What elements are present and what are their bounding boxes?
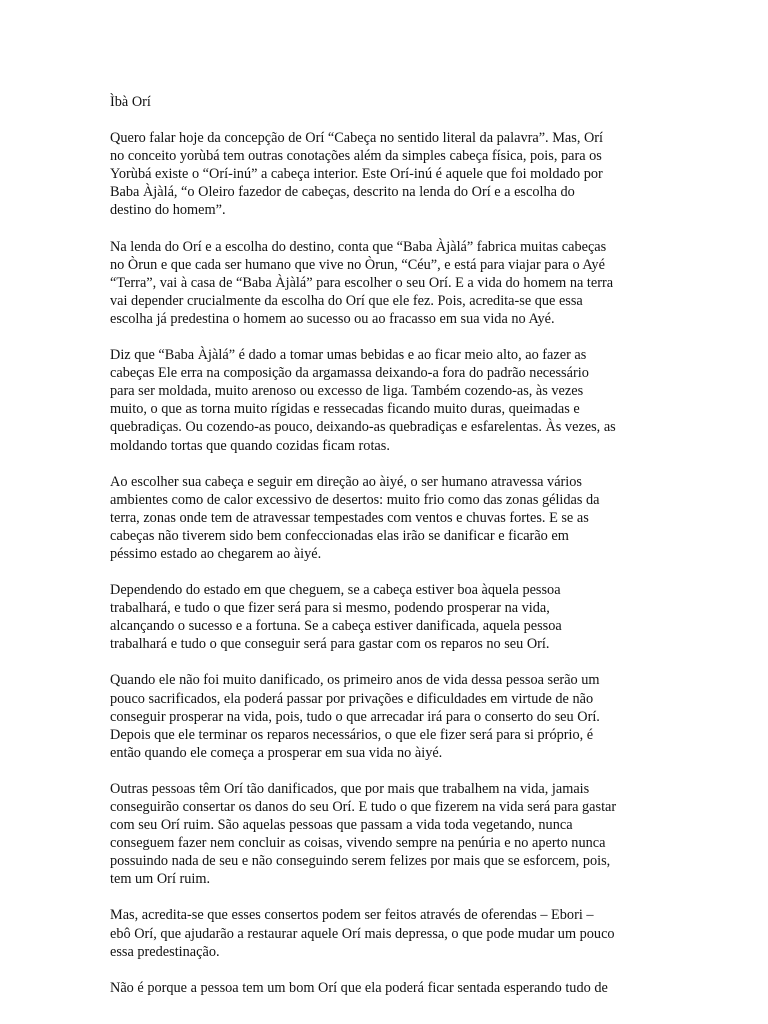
text-line: ebô Orí, que ajudarão a restaurar aquele Orí mais depressa, o que pode mudar um pouco [110,925,615,942]
text-line: escolha já predestina o homem ao sucesso ou ao fracasso em sua vida no Ayé. [110,310,555,327]
text-line: então quando ele começa a prosperar em sua vida no àiyé. [110,744,443,761]
text-line: terra, zonas onde tem de atravessar tempestades com ventos e chuvas fortes. E se as [110,509,589,526]
text-line: com seu Orí ruim. São aquelas pessoas que passam a vida toda vegetando, nunca [110,817,573,834]
text-line: vai depender crucialmente da escolha do Orí que ele fez. Pois, acredita-se que essa [110,292,583,309]
text-line: Baba Àjàlá, “o Oleiro fazedor de cabeças, descrito na lenda do Orí e a escolha do [110,184,575,201]
text-line: Outras pessoas têm Orí tão danificados, que por mais que trabalhem na vida, jamais [110,780,590,797]
text-line: no Òrun e que cada ser humano que vive no Òrun, “Céu”, e está para viajar para o Ayé [110,256,605,273]
paragraph [110,671,662,761]
text-line: conseguir prosperar na vida, pois, tudo o que arrecadar irá para o conserto do seu Orí. [110,708,600,725]
text-line: para ser moldada, muito arenoso ou excesso de liga. Também cozendo-as, às vezes [110,383,584,400]
paragraph [110,129,662,219]
document-page [110,93,662,1015]
text-line: Quando ele não foi muito danificado, os primeiro anos de vida dessa pessoa serão um [110,672,600,689]
text-line: trabalhará e tudo o que conseguir será para gastar com os reparos no seu Orí. [110,636,550,653]
text-line: cabeças não tiverem sido bem confeccionadas elas irão se danificar e ficarão em [110,527,569,544]
paragraph [110,346,662,455]
text-line: Mas, acredita-se que esses consertos podem ser feitos através de oferendas – Ebori – [110,907,594,924]
text-line: alcançando o sucesso e a fortuna. Se a cabeça estiver danificada, aquela pessoa [110,618,562,635]
text-line: destino do homem”. [110,202,226,219]
text-line: ambientes como de calor excessivo de desertos: muito frio como das zonas gélidas da [110,491,600,508]
text-line: trabalhará, e tudo o que fizer será para si mesmo, podendo prosperar na vida, [110,600,550,617]
paragraph [110,581,662,653]
paragraph [110,979,662,997]
document-title: Ìbà Orí [110,94,151,110]
text-line: possuindo nada de seu e não conseguindo serem felizes por mais que se esforcem, pois, [110,853,611,870]
text-line: Depois que ele terminar os reparos necessários, o que ele fizer será para si próprio, é [110,726,594,743]
text-line: moldando tortas que quando cozidas ficam rotas. [110,437,390,454]
text-line: péssimo estado ao chegarem ao àiyé. [110,545,322,562]
text-line: Dependendo do estado em que cheguem, se a cabeça estiver boa àquela pessoa [110,582,561,599]
text-line: essa predestinação. [110,943,220,960]
text-line: Quero falar hoje da concepção de Orí “Cabeça no sentido literal da palavra”. Mas, Orí [110,130,604,147]
text-line: muito, o que as torna muito rígidas e ressecadas ficando muito duras, queimadas e [110,401,580,418]
text-line: “Terra”, vai à casa de “Baba Àjàlá” para escolher o seu Orí. E a vida do homem na terra [110,274,614,291]
paragraph [110,780,662,889]
text-line: Não é porque a pessoa tem um bom Orí que ela poderá ficar sentada esperando tudo de [110,979,608,996]
text-line: tem um Orí ruim. [110,871,211,888]
text-line: no conceito yorùbá tem outras conotações além da simples cabeça física, pois, para os [110,148,602,165]
document-body [110,129,662,997]
text-line: cabeças Ele erra na composição da argamassa deixando-a fora do padrão necessário [110,365,589,382]
text-line: Yorùbá existe o “Orí-inú” a cabeça interior. Este Orí-inú é aquele que foi moldado por [110,166,603,183]
text-line: Ao escolher sua cabeça e seguir em direção ao àiyé, o ser humano atravessa vários [110,473,582,490]
text-line: quebradiças. Ou cozendo-as pouco, deixando-as quebradiças e esfarelentas. Às vezes, as [110,419,616,436]
text-line: conseguirão consertar os danos do seu Orí. E tudo o que fizerem na vida será para gastar [110,799,617,815]
paragraph [110,238,662,328]
paragraph [110,906,662,960]
text-line: conseguem fazer nem concluir as coisas, vivendo sempre na penúria e no aperto nunca [110,835,606,852]
text-line: pouco sacrificados, ela poderá passar por privações e dificuldades em virtude de não [110,690,594,707]
text-line: Diz que “Baba Àjàlá” é dado a tomar umas bebidas e ao ficar meio alto, ao fazer as [110,347,587,364]
text-line: Na lenda do Orí e a escolha do destino, conta que “Baba Àjàlá” fabrica muitas cabeças [110,238,607,255]
paragraph [110,473,662,563]
